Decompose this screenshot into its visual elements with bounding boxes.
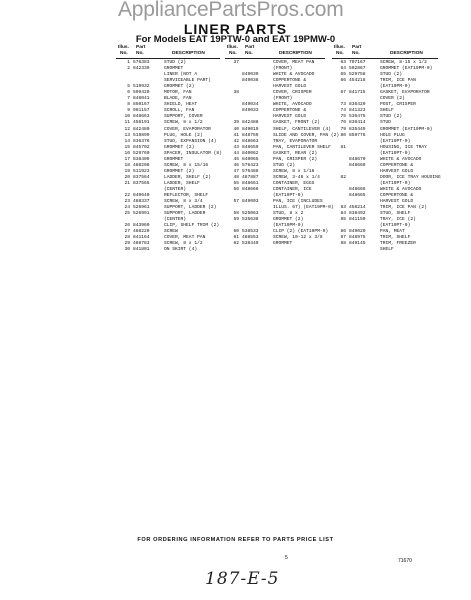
part-description: COVER, CRISPER: [273, 90, 312, 96]
part-description: GROMMET: [164, 66, 184, 72]
document-code: 71670: [398, 558, 412, 564]
part-description: COVER, MEAT PAN: [273, 60, 315, 65]
illus-number: 26: [124, 223, 130, 229]
illus-number: 18: [124, 162, 130, 168]
part-number: 538449: [242, 241, 259, 247]
illus-number: 29: [124, 241, 130, 247]
part-number: 502867: [349, 66, 366, 72]
part-number: 456191: [133, 120, 150, 126]
part-description: GROMMET (2): [164, 144, 195, 150]
part-description: COVER (2): [380, 96, 405, 102]
page-title: LINER PARTS: [183, 21, 288, 37]
header-description: DESCRIPTION: [172, 51, 205, 56]
part-description: SERVICEABLE PART): [164, 78, 211, 84]
part-description: SCREW, 8-15 x 1/2: [380, 60, 427, 65]
part-number: 849019: [242, 126, 259, 132]
part-number: 488783: [133, 241, 150, 247]
header-description: DESCRIPTION: [390, 51, 423, 56]
part-description: GROMMET (EAT19PM-0): [380, 66, 433, 72]
part-number: 526991: [133, 211, 150, 217]
part-number: 848041: [133, 96, 150, 102]
part-number: 849145: [349, 241, 366, 247]
illus-number: 39: [233, 120, 239, 126]
header-part-no: No.: [245, 51, 253, 56]
part-description: PAN, ICE (INCLUDES: [273, 199, 323, 205]
part-number: 848666: [242, 186, 259, 192]
parts-column-3: [332, 45, 441, 254]
illus-number: 20: [124, 174, 130, 180]
part-description: TRIM, SHELF: [380, 235, 411, 241]
part-number: 849033: [242, 108, 259, 114]
illus-number: 23: [124, 199, 130, 205]
header-rule: [225, 58, 325, 59]
illus-number: 5: [127, 84, 130, 90]
illus-number: 43: [233, 144, 239, 150]
part-description: STUD (2): [380, 114, 403, 120]
part-number: 835449: [349, 126, 366, 132]
page-subtitle: For Models EAT 19PTW-0 and EAT 19PMW-0: [135, 34, 336, 45]
part-description: (EAT19PT-0): [273, 193, 304, 199]
illus-number: 27: [124, 229, 130, 235]
part-number: 840065: [242, 156, 259, 162]
part-number: 576423: [242, 162, 259, 168]
part-description: HARVEST GOLD: [380, 168, 414, 174]
part-number: 848759: [242, 132, 259, 138]
part-number: 843960: [133, 223, 150, 229]
header-description: DESCRIPTION: [279, 51, 312, 56]
ordering-footer: FOR ORDERING INFORMATION REFER TO PARTS PRICE LIST: [137, 537, 334, 543]
part-description: GROMMET (2): [164, 84, 195, 90]
illus-number: 63: [340, 60, 346, 65]
part-number: 838492: [349, 211, 366, 217]
part-description: SPACER, INSULATOR (8): [164, 150, 222, 156]
part-row: [225, 241, 325, 247]
part-number: 848665: [349, 193, 366, 199]
part-number: 488208: [133, 162, 150, 168]
illus-number: 22: [124, 193, 130, 199]
part-description: COPPERTONE &: [380, 162, 414, 168]
illus-number: 14: [124, 138, 130, 144]
illus-number: 28: [124, 235, 130, 241]
part-description: LADDER, SHELF: [164, 180, 200, 186]
illus-number: 6: [127, 90, 130, 96]
part-description: (EAT19PM-0): [380, 84, 411, 90]
part-description: ILLUS. 67) (EAT19PM-0): [273, 205, 334, 211]
header-no: No.: [229, 51, 237, 56]
handwritten-note: 187-E-5: [205, 569, 280, 589]
part-description: HOUSING, ICE TRAY: [380, 144, 427, 150]
part-description: TRIM, FREEZER: [380, 241, 416, 247]
part-number: 488337: [133, 199, 150, 205]
part-number: 849003: [242, 199, 259, 205]
part-description: SLIDE AND COVER, PAN (2): [273, 132, 340, 138]
part-description: GASKET, REAR (2): [273, 150, 318, 156]
part-description: GROMMET (2): [273, 217, 304, 223]
illus-number: 11: [124, 120, 130, 126]
page-number: 5: [285, 555, 288, 561]
part-number: 576383: [133, 60, 150, 65]
part-number: 599420: [133, 90, 150, 96]
part-description: STUD (2): [164, 60, 187, 65]
part-description: SCREW, 8 x 1/2: [164, 241, 203, 247]
illus-number: 82: [340, 174, 346, 180]
header-part-no: No.: [352, 51, 360, 56]
part-number: 837565: [133, 180, 150, 186]
illus-number: 19: [124, 168, 130, 174]
part-description: PAN, CRISPER (2): [273, 156, 318, 162]
part-number: 848663: [242, 138, 259, 144]
part-number: 836376: [133, 138, 150, 144]
illus-number: 87: [340, 235, 346, 241]
part-number: 529758: [349, 72, 366, 78]
illus-number: 66: [340, 78, 346, 84]
part-description: SCREW, 8 x 15/16: [164, 162, 209, 168]
part-description: (EAT19PT-0): [380, 150, 411, 156]
watermark: AppliancePartsPros.com: [118, 0, 344, 21]
part-number: 859776: [349, 132, 366, 138]
part-description: COPPERTONE &: [273, 108, 307, 114]
illus-number: 7: [127, 96, 130, 102]
illus-number: 30: [124, 247, 130, 253]
part-description: (CENTER): [164, 186, 187, 192]
part-description: HOLE PLUG: [380, 132, 405, 138]
part-description: PAN, MEAT: [380, 229, 405, 235]
part-number: 848666: [349, 186, 366, 192]
part-row: [332, 247, 438, 253]
part-description: SUPPORT, COVER: [164, 114, 203, 120]
part-description: WHITE & AVOCADO: [380, 186, 422, 192]
illus-number: 75: [340, 114, 346, 120]
column-header: [116, 45, 220, 58]
illus-number: 58: [233, 211, 239, 217]
illus-number: 16: [124, 150, 130, 156]
illus-number: 48: [233, 174, 239, 180]
part-description: COPPERTONE &: [273, 78, 307, 84]
header-part: Part: [136, 45, 146, 50]
illus-number: 21: [124, 180, 130, 186]
part-description: TRAY, ICE (2): [380, 217, 416, 223]
illus-number: 80: [340, 132, 346, 138]
illus-number: 59: [233, 217, 239, 223]
part-description: CONTAINER, ICE: [273, 186, 312, 192]
part-description: SCREW, 10-12 x 3/8: [273, 235, 323, 241]
part-number: 840062: [242, 150, 259, 156]
illus-number: 9: [127, 108, 130, 114]
part-description: SCREW, 8 x 3/4: [164, 199, 203, 205]
illus-number: 41: [233, 132, 239, 138]
part-number: 836420: [349, 102, 366, 108]
part-description: WHITE & AVOCADO: [273, 72, 315, 78]
illus-number: 67: [340, 90, 346, 96]
part-description: (EAT19PT-0): [380, 138, 411, 144]
part-description: SCREW, 8 x 1/2: [164, 120, 203, 126]
part-number: 842339: [133, 66, 150, 72]
illus-number: 38: [233, 90, 239, 96]
part-description: TRIM, ICE PAN (2): [380, 205, 427, 211]
illus-number: 81: [340, 144, 346, 150]
parts-rows: [332, 58, 441, 254]
part-description: (EAT19PM-0): [273, 223, 304, 229]
illus-number: 60: [233, 229, 239, 235]
part-description: HARVEST GOLD: [380, 199, 414, 205]
part-number: 519932: [133, 84, 150, 90]
part-number: 961157: [133, 108, 150, 114]
part-description: SHELF: [380, 108, 394, 114]
part-number: 848669: [349, 162, 366, 168]
illus-number: 88: [340, 241, 346, 247]
illus-number: 64: [340, 66, 346, 72]
part-description: GASKET, EVAPORATOR: [380, 90, 430, 96]
part-description: CONTAINER, EGGS: [273, 180, 315, 186]
part-description: STUD (2): [273, 162, 296, 168]
header-no: No.: [336, 51, 344, 56]
part-description: SCREW, 8 x 1/16: [273, 168, 315, 174]
illus-number: 24: [124, 205, 130, 211]
illus-number: 73: [340, 102, 346, 108]
header-illus: Illus.: [334, 45, 345, 50]
header-part: Part: [245, 45, 255, 50]
part-number: 535638: [242, 217, 259, 223]
part-number: 526961: [133, 205, 150, 211]
part-description: STUD, 8 x 2: [273, 211, 304, 217]
illus-number: 85: [340, 217, 346, 223]
part-description: (FRONT): [273, 66, 293, 72]
part-number: 488220: [133, 229, 150, 235]
part-number: 456214: [349, 205, 366, 211]
part-number: 848659: [242, 144, 259, 150]
part-number: 488553: [242, 235, 259, 241]
illus-number: 47: [233, 168, 239, 174]
part-description: HARVEST GOLD: [273, 114, 307, 120]
part-description: LADDER, SHELF (2): [164, 174, 211, 180]
part-description: REFLECTOR, SHELF: [164, 193, 209, 199]
part-description: MOTOR, FAN: [164, 90, 192, 96]
illus-number: 83: [340, 205, 346, 211]
part-number: 838409: [133, 156, 150, 162]
part-number: 536475: [349, 114, 366, 120]
illus-number: 1: [127, 60, 130, 65]
part-description: ON SKIRT (4): [164, 247, 198, 253]
illus-number: 15: [124, 144, 130, 150]
part-description: PLUG, HOLE (2): [164, 132, 203, 138]
part-description: SCREW: [164, 229, 178, 235]
part-description: (EAT19PT-0): [380, 223, 411, 229]
part-description: SHELF, CANTILEVER (4): [273, 126, 331, 132]
part-number: 837564: [133, 174, 150, 180]
part-description: COVER, MEAT PAN: [164, 235, 206, 241]
part-number: 841801: [133, 247, 150, 253]
part-number: 841715: [349, 90, 366, 96]
illus-number: 62: [233, 241, 239, 247]
part-number: 840640: [133, 193, 150, 199]
part-number: 848975: [349, 235, 366, 241]
illus-number: 37: [233, 60, 239, 65]
part-number: 511923: [133, 168, 150, 174]
illus-number: 74: [340, 108, 346, 114]
part-description: SHELF: [380, 247, 394, 253]
part-number: 848670: [349, 156, 366, 162]
illus-number: 56: [233, 186, 239, 192]
part-description: WHITE, AVOCADO: [273, 102, 312, 108]
part-description: (CENTER): [164, 217, 187, 223]
column-header: [332, 45, 438, 58]
part-description: COVER, EVAPORATOR: [164, 126, 211, 132]
part-description: LINER (NOT A: [164, 72, 198, 78]
part-number: 849034: [242, 102, 259, 108]
part-number: 519899: [133, 132, 150, 138]
part-number: 848661: [242, 180, 259, 186]
part-number: 849039: [242, 72, 259, 78]
illus-number: 44: [233, 150, 239, 156]
part-description: CLIP, SHELF TRIM (2): [164, 223, 220, 229]
part-description: SCREW, 3-48 x 1/4: [273, 174, 320, 180]
part-number: 529760: [133, 150, 150, 156]
illus-number: 40: [233, 126, 239, 132]
parts-rows: [225, 58, 340, 247]
header-rule: [332, 58, 438, 59]
part-description: GROMMET (EAT19PM-0): [380, 126, 433, 132]
illus-number: 86: [340, 229, 346, 235]
illus-number: 45: [233, 156, 239, 162]
part-number: 525063: [242, 211, 259, 217]
part-number: 538533: [242, 229, 259, 235]
part-description: WHITE & AVOCADO: [380, 156, 422, 162]
part-description: (FRONT): [273, 96, 293, 102]
part-description: SUPPORT, LADDER (2): [164, 205, 217, 211]
part-description: CLIP (2) (EAT19PM-0): [273, 229, 329, 235]
part-number: 842480: [133, 126, 150, 132]
part-description: PAN, CANTILEVER SHELF: [273, 144, 331, 150]
header-part: Part: [352, 45, 362, 50]
part-description: SHIELD, HEAT: [164, 102, 198, 108]
part-number: 850167: [133, 102, 150, 108]
illus-number: 65: [340, 72, 346, 78]
part-description: GROMMET: [164, 156, 184, 162]
part-number: 841150: [349, 217, 366, 223]
illus-number: 13: [124, 132, 130, 138]
part-description: STUD: [380, 120, 392, 126]
part-description: POST, CRISPER: [380, 102, 416, 108]
illus-number: 79: [340, 126, 346, 132]
part-number: 841164: [133, 235, 150, 241]
illus-number: 2: [127, 66, 130, 72]
illus-number: 8: [127, 102, 130, 108]
illus-number: 76: [340, 120, 346, 126]
header-rule: [116, 58, 220, 59]
part-description: (EAT19PT-0): [380, 180, 411, 186]
part-description: COPPERTONE &: [380, 193, 414, 199]
part-description: STUD, SHELF: [380, 211, 411, 217]
part-description: GASKET, FRONT (2): [273, 120, 320, 126]
part-number: 845702: [133, 144, 150, 150]
part-number: 849020: [349, 229, 366, 235]
part-number: 576488: [242, 168, 259, 174]
illus-number: 57: [233, 199, 239, 205]
part-description: STUD, EXPANSION (4): [164, 138, 217, 144]
column-header: [225, 45, 325, 58]
part-number: 842488: [242, 120, 259, 126]
part-description: STUD (2): [380, 72, 403, 78]
part-description: GROMMET: [273, 241, 293, 247]
illus-number: 17: [124, 156, 130, 162]
header-no: No.: [120, 51, 128, 56]
part-description: TRIM, ICE PAN: [380, 78, 416, 84]
illus-number: 42: [233, 138, 239, 144]
part-description: SCROLL, FAN: [164, 108, 195, 114]
illus-number: 25: [124, 211, 130, 217]
part-number: 849038: [242, 78, 259, 84]
part-description: BLADE, FAN: [164, 96, 192, 102]
illus-number: 84: [340, 211, 346, 217]
header-illus: Illus.: [227, 45, 238, 50]
illus-number: 12: [124, 126, 130, 132]
parts-column-2: [225, 45, 340, 247]
part-description: SUPPORT, LADDER: [164, 211, 206, 217]
parts-rows: [116, 58, 220, 254]
header-part-no: No.: [136, 51, 144, 56]
header-illus: Illus.: [118, 45, 129, 50]
part-description: GROMMET (2): [164, 168, 195, 174]
illus-number: 61: [233, 235, 239, 241]
part-number: 848663: [133, 114, 150, 120]
illus-number: 46: [233, 162, 239, 168]
illus-number: 55: [233, 180, 239, 186]
part-number: 707167: [349, 60, 366, 65]
part-number: 487887: [242, 174, 259, 180]
part-description: TRAY, EVAPORATOR: [273, 138, 318, 144]
part-description: HARVEST GOLD: [273, 84, 307, 90]
part-row: [116, 247, 220, 253]
part-number: 841323: [349, 108, 366, 114]
part-number: 836414: [349, 120, 366, 126]
part-number: 454218: [349, 78, 366, 84]
part-description: DOOR, ICE TRAY HOUSING: [380, 174, 441, 180]
parts-column-1: [116, 45, 220, 254]
illus-number: 10: [124, 114, 130, 120]
